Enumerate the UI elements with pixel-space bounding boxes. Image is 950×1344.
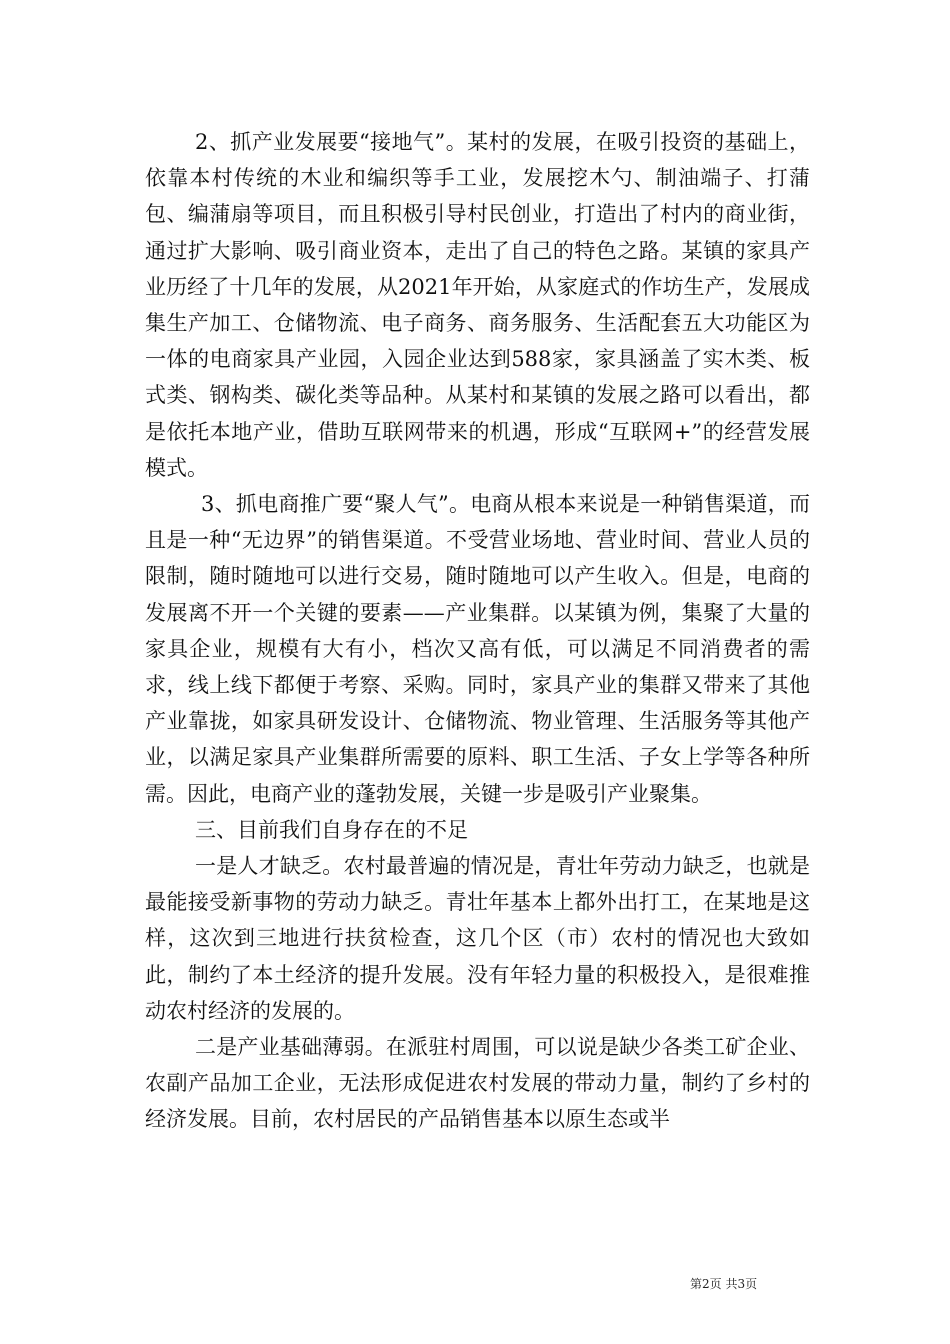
page-number-footer: 第2页 共3页 [690,1277,758,1291]
paragraph-weak-industry-base: 二是产业基础薄弱。在派驻村周围，可以说是缺少各类工矿企业、农副产品加工企业，无法形成促进农村发展的带动力量，制约了乡村的经济发展。目前，农村居民的产品销售基本以原生态或半 [145,1035,810,1132]
section-heading-shortcomings: 三、目前我们自身存在的不足 [195,817,468,842]
paragraph-industry-development: 2、抓产业发展要“接地气”。某村的发展，在吸引投资的基础上，依靠本村传统的木业和编织等手工业，发展挖木勺、制油端子、打蒲包、编蒲扇等项目，而且积极引导村民创业，打造出了村内的商业街，通过扩大影响、吸引商业资本，走出了自己的特色之路。某镇的家具产业历经了十几年的发展，从2021年开始，从家庭式的作坊生产，发展成集生产加工、仓储物流、电子商务、商务服务、生活配套五大功能区为一体的电商家具产业园，入园企业达到588家，家具涵盖了实木类、板式类、钢构类、碳化类等品种。从某村和某镇的发展之路可以看出，都是依托本地产业，借助互联网带来的机遇，形成“互联网+”的经营发展模式。 [145,130,810,480]
document-body [145,124,810,1138]
paragraph-ecommerce-promotion: 3、抓电商推广要“聚人气”。电商从根本来说是一种销售渠道，而且是一种“无边界”的销售渠道。不受营业场地、营业时间、营业人员的限制，随时随地可以进行交易，随时随地可以产生收入。但是，电商的发展离不开一个关键的要素——产业集群。以某镇为例，集聚了大量的家具企业，规模有大有小，档次又高有低，可以满足不同消费者的需求，线上线下都便于考察、采购。同时，家具产业的集群又带来了其他产业靠拢，如家具研发设计、仓储物流、物业管理、生活服务等其他产业，以满足家具产业集群所需要的原料、职工生活、子女上学等各种所需。因此，电商产业的蓬勃发展，关键一步是吸引产业聚集。 [145,492,810,806]
paragraph-talent-shortage: 一是人才缺乏。农村最普遍的情况是，青壮年劳动力缺乏，也就是最能接受新事物的劳动力缺乏。青壮年基本上都外出打工，在某地是这样，这次到三地进行扶贫检查，这几个区（市）农村的情况也大致如此，制约了本土经济的提升发展。没有年轻力量的积极投入，是很难推动农村经济的发展的。 [145,854,810,1023]
